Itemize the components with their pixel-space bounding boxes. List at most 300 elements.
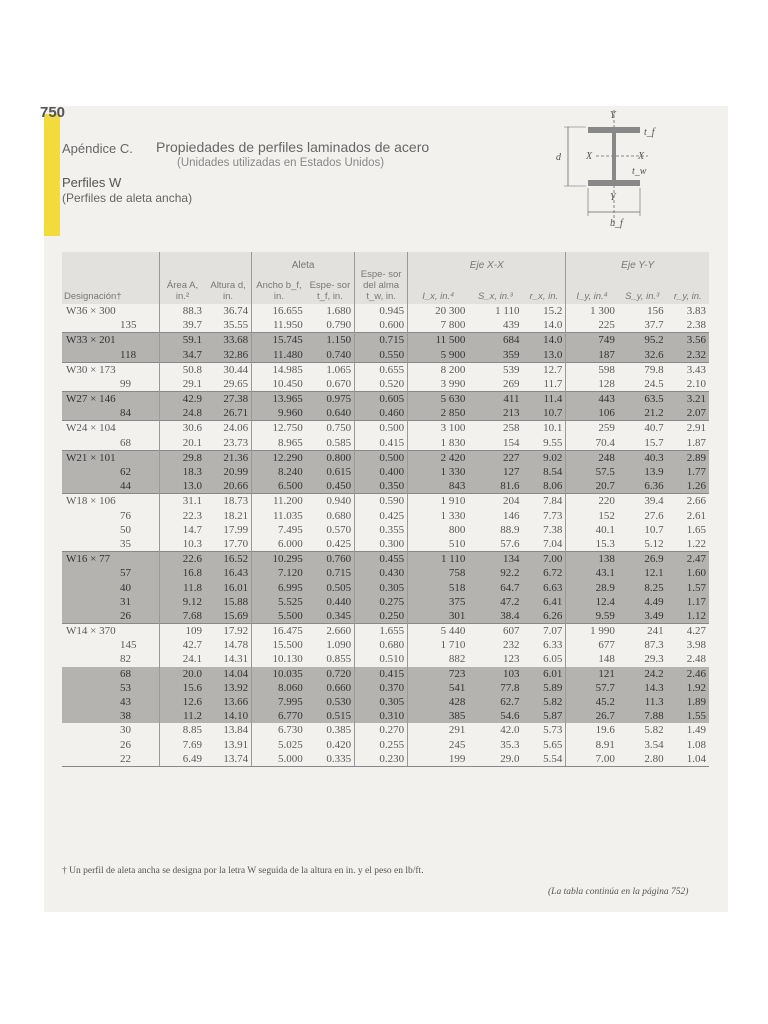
diagram-label-y-top: Y [610, 110, 616, 121]
cell-tw: 0.460 [355, 406, 408, 421]
cell-h: 26.71 [205, 406, 252, 421]
cell-tw: 0.500 [355, 421, 408, 436]
cell-sy: 21.2 [618, 406, 667, 421]
cell-tf: 0.345 [306, 609, 355, 624]
cell-designation: 38 [62, 709, 160, 723]
cell-h: 16.01 [205, 580, 252, 594]
cell-iy: 259 [566, 421, 618, 436]
cell-sy: 27.6 [644, 509, 664, 522]
cell-h: 36.74 [205, 304, 252, 318]
cell-designation: 44 [62, 479, 160, 494]
cell-sy: 10.7 [644, 523, 664, 536]
cell-a: 29.1 [182, 377, 203, 390]
cell-iy: 677 [598, 639, 615, 652]
cell-h: 32.86 [205, 347, 252, 362]
cell-designation: W18 × 106 [62, 494, 160, 509]
cell-h: 17.70 [205, 537, 252, 552]
cell-sy: 95.2 [618, 333, 667, 348]
cell-sx: 227 [468, 450, 522, 465]
cell-ry: 3.98 [686, 639, 706, 652]
cell-bf: 10.295 [252, 552, 306, 567]
cell-designation: 99 [62, 377, 160, 392]
cell-rx: 13.0 [523, 347, 566, 362]
continuation-note: (La tabla continúa en la página 752) [548, 887, 689, 897]
cell-h: 33.68 [205, 333, 252, 348]
cell-tf: 0.740 [306, 347, 355, 362]
cell-tf: 0.420 [306, 737, 355, 751]
cell-ry: 4.27 [667, 623, 709, 638]
cell-tw: 0.255 [355, 737, 408, 751]
cell-ry: 1.92 [667, 681, 709, 695]
section-title: Perfiles W [62, 175, 122, 190]
cell-h: 18.73 [205, 494, 252, 509]
cell-a: 88.3 [182, 304, 203, 317]
page-number: 750 [40, 104, 66, 121]
cell-designation: 30 [62, 723, 160, 737]
cell-tf: 0.715 [306, 566, 355, 580]
diagram-label-x-left: X [586, 151, 593, 162]
cell-a: 8.85 [182, 724, 203, 737]
cell-sy: 7.88 [618, 709, 667, 723]
cell-ry: 2.61 [686, 509, 706, 522]
cell-rx: 9.02 [523, 450, 566, 465]
cell-ry: 2.10 [686, 377, 706, 390]
cell-ix: 758 [408, 566, 469, 580]
cell-sx: 232 [503, 639, 520, 652]
cell-sx: 54.6 [468, 709, 522, 723]
cell-sy: 24.2 [618, 667, 667, 681]
cell-rx: 7.73 [523, 508, 566, 522]
cell-iy: 40.1 [595, 523, 615, 536]
appendix-label: Apéndice C. [62, 141, 133, 156]
cell-tw: 0.275 [355, 595, 408, 609]
col-sx: S_x, in.³ [468, 280, 522, 304]
cell-tw: 0.430 [355, 566, 408, 580]
cell-iy: 248 [566, 450, 618, 465]
table-row [62, 667, 709, 681]
cell-bf: 10.450 [272, 377, 303, 390]
cell-tf: 0.585 [306, 436, 355, 451]
cell-tf: 0.680 [306, 508, 355, 522]
cell-ry: 1.04 [667, 752, 709, 767]
diagram-label-tf: t_f [644, 127, 655, 138]
table-row [62, 479, 709, 494]
cell-tw: 0.355 [355, 523, 408, 537]
cell-tw: 0.425 [355, 508, 408, 522]
cell-h: 35.55 [205, 318, 252, 333]
cell-ix: 5 630 [408, 391, 469, 406]
table-row [62, 580, 709, 594]
cell-tw: 0.550 [355, 347, 408, 362]
cell-designation: 57 [62, 566, 160, 580]
cell-ix: 7 800 [440, 319, 466, 332]
section-subtitle: (Perfiles de aleta ancha) [62, 191, 193, 205]
table-row [62, 723, 709, 737]
cell-bf: 5.025 [278, 738, 303, 751]
cell-a: 39.7 [182, 319, 203, 332]
cell-sx: 77.8 [468, 681, 522, 695]
cell-tw: 0.600 [355, 318, 408, 333]
cell-ix: 2 420 [408, 450, 469, 465]
cell-ix: 1 710 [440, 639, 466, 652]
cell-h: 17.99 [205, 523, 252, 537]
cell-h: 14.78 [205, 638, 252, 652]
cell-a: 11.2 [160, 709, 206, 723]
cell-a: 15.6 [160, 681, 206, 695]
cell-ry: 1.89 [667, 695, 709, 709]
cell-h: 15.88 [205, 595, 252, 609]
cell-ix: 541 [408, 681, 469, 695]
col-designation: Designación† [62, 252, 160, 304]
table-row [62, 566, 709, 580]
cell-iy: 152 [598, 509, 615, 522]
table-row [62, 362, 709, 377]
cell-a: 9.12 [160, 595, 206, 609]
top-flange [588, 127, 640, 133]
cell-h: 14.10 [205, 709, 252, 723]
cell-sy: 15.7 [644, 436, 664, 449]
cell-sx: 258 [468, 421, 522, 436]
cell-h: 16.43 [205, 566, 252, 580]
cell-tf: 0.660 [306, 681, 355, 695]
cell-designation: W14 × 370 [62, 623, 160, 638]
cell-sy: 87.3 [644, 639, 664, 652]
cell-ix: 385 [408, 709, 469, 723]
cell-ix: 8 200 [408, 362, 469, 377]
cell-tf: 0.640 [306, 406, 355, 421]
web [612, 133, 616, 180]
cell-sy: 13.9 [618, 465, 667, 479]
cell-sx: 38.4 [468, 609, 522, 624]
cell-sx: 1 110 [495, 304, 520, 317]
cell-a: 20.0 [160, 667, 206, 681]
cell-tf: 0.855 [306, 652, 355, 666]
cell-sx: 103 [468, 667, 522, 681]
cell-iy: 138 [566, 552, 618, 567]
cell-h: 29.65 [205, 377, 252, 392]
table-row [62, 304, 709, 318]
cell-rx: 5.54 [523, 752, 566, 767]
cell-ry: 1.22 [686, 537, 706, 550]
w-shape-diagram [552, 108, 682, 234]
table-body [62, 304, 709, 767]
cell-iy: 121 [566, 667, 618, 681]
cell-rx: 5.87 [523, 709, 566, 723]
cell-bf: 8.060 [252, 681, 306, 695]
cell-rx: 6.41 [523, 595, 566, 609]
cell-iy: 128 [598, 377, 615, 390]
cell-sx: 47.2 [468, 595, 522, 609]
cell-tw: 0.270 [355, 723, 408, 737]
cell-sx: 154 [503, 436, 520, 449]
cell-designation: 68 [62, 667, 160, 681]
cell-ry: 2.47 [667, 552, 709, 567]
cell-tf: 0.670 [306, 377, 355, 392]
cell-rx: 9.55 [523, 436, 566, 451]
cell-sy: 26.9 [618, 552, 667, 567]
cell-sy: 39.4 [618, 494, 667, 509]
cell-ry: 2.38 [686, 319, 706, 332]
diagram-label-x-right: X [638, 151, 645, 162]
table-row [62, 638, 709, 652]
cell-sy: 79.8 [618, 362, 667, 377]
cell-bf: 6.770 [252, 709, 306, 723]
cell-rx: 14.0 [523, 318, 566, 333]
cell-ry: 2.66 [667, 494, 709, 509]
table-row [62, 494, 709, 509]
cell-rx: 6.33 [523, 638, 566, 652]
cell-ry: 1.65 [686, 523, 706, 536]
cell-designation: W21 × 101 [62, 450, 160, 465]
cell-tf: 1.680 [306, 304, 355, 318]
cell-h: 30.44 [205, 362, 252, 377]
cell-designation: 53 [62, 681, 160, 695]
cell-iy: 187 [566, 347, 618, 362]
cell-ry: 1.17 [667, 595, 709, 609]
cell-ix: 5 440 [408, 623, 469, 638]
cell-ry: 1.60 [667, 566, 709, 580]
cell-designation: 40 [62, 580, 160, 594]
cell-bf: 10.130 [272, 653, 303, 666]
diagram-label-d: d [556, 152, 561, 163]
cell-designation: W24 × 104 [62, 421, 160, 436]
col-web-thickness: Espe- sor del alma t_w, in. [355, 252, 408, 304]
cell-sx: 57.6 [500, 537, 520, 550]
table-row [62, 333, 709, 348]
cell-tw: 0.250 [355, 609, 408, 624]
cell-iy: 28.9 [566, 580, 618, 594]
cell-tf: 0.750 [306, 421, 355, 436]
cell-tw: 0.715 [355, 333, 408, 348]
cell-tw: 1.655 [355, 623, 408, 638]
cell-tw: 0.510 [355, 652, 408, 666]
cell-ry: 1.26 [667, 479, 709, 494]
cell-h: 13.92 [205, 681, 252, 695]
cell-h: 23.73 [205, 436, 252, 451]
diagram-label-bf: b_f [610, 218, 623, 229]
cell-a: 31.1 [160, 494, 206, 509]
cell-tw: 0.350 [355, 479, 408, 494]
cell-ix: 882 [448, 653, 466, 666]
cell-a: 6.49 [160, 752, 206, 767]
col-flange-width: Ancho b_f, in. [252, 280, 306, 304]
cell-sy: 5.12 [644, 537, 664, 550]
cell-designation: 35 [62, 537, 160, 552]
cell-tf: 2.660 [306, 623, 355, 638]
cell-sy: 4.49 [618, 595, 667, 609]
cell-rx: 6.72 [523, 566, 566, 580]
cell-h: 20.66 [205, 479, 252, 494]
table-row [62, 450, 709, 465]
bottom-flange [588, 180, 640, 186]
cell-sy: 12.1 [618, 566, 667, 580]
cell-h: 17.92 [205, 623, 252, 638]
cell-iy: 26.7 [566, 709, 618, 723]
cell-bf: 5.500 [252, 609, 306, 624]
cell-designation: 26 [62, 609, 160, 624]
cell-sy: 11.3 [618, 695, 667, 709]
cell-rx: 8.06 [523, 479, 566, 494]
table-row [62, 737, 709, 751]
cell-iy: 15.3 [595, 537, 615, 550]
cell-a: 22.6 [160, 552, 206, 567]
cell-iy: 70.4 [595, 436, 615, 449]
cell-sy: 3.49 [618, 609, 667, 624]
cell-designation: 22 [62, 752, 160, 767]
cell-bf: 10.035 [252, 667, 306, 681]
cell-a: 34.7 [160, 347, 206, 362]
cell-ry: 1.55 [667, 709, 709, 723]
table-row [62, 377, 709, 392]
cell-sx: 127 [468, 465, 522, 479]
cell-tw: 0.680 [355, 638, 408, 652]
col-area: Área A, in.² [160, 252, 206, 304]
cell-tw: 0.415 [355, 436, 408, 451]
cell-sy: 40.3 [618, 450, 667, 465]
table-row [62, 552, 709, 567]
cell-ry: 2.46 [667, 667, 709, 681]
cell-ry: 1.12 [667, 609, 709, 624]
cell-sx: 439 [503, 319, 520, 332]
cell-iy: 19.6 [595, 724, 615, 737]
cell-ix: 800 [448, 523, 466, 536]
cell-a: 18.3 [160, 465, 206, 479]
cell-ix: 199 [408, 752, 469, 767]
cell-bf: 5.525 [252, 595, 306, 609]
cell-sx: 123 [503, 653, 520, 666]
cell-ry: 3.83 [686, 304, 706, 317]
cell-tw: 0.945 [355, 304, 408, 318]
cell-iy: 1 990 [566, 623, 618, 638]
cell-rx: 5.82 [523, 695, 566, 709]
col-sy: S_y, in.³ [618, 280, 667, 304]
cell-ix: 2 850 [408, 406, 469, 421]
cell-rx: 10.1 [523, 421, 566, 436]
cell-sx: 134 [468, 552, 522, 567]
table-row [62, 523, 709, 537]
cell-sx: 64.7 [468, 580, 522, 594]
cell-iy: 43.1 [566, 566, 618, 580]
col-ix: I_x, in.⁴ [408, 280, 469, 304]
page-title: Propiedades de perfiles laminados de acero [156, 139, 430, 155]
table-row [62, 609, 709, 624]
cell-tf: 0.440 [306, 595, 355, 609]
cell-rx: 7.04 [523, 537, 566, 552]
cell-tf: 0.570 [306, 523, 355, 537]
cell-sx: 684 [468, 333, 522, 348]
table-row [62, 391, 709, 406]
cell-ix: 1 830 [440, 436, 466, 449]
cell-sy: 63.5 [618, 391, 667, 406]
cell-sy: 32.6 [618, 347, 667, 362]
col-group-axis-yy: Eje Y-Y [566, 252, 709, 280]
cell-tf: 0.940 [306, 494, 355, 509]
cell-designation: 26 [62, 737, 160, 751]
cell-ix: 843 [408, 479, 469, 494]
cell-a: 20.1 [182, 436, 203, 449]
cell-rx: 5.73 [523, 723, 566, 737]
cell-ry: 2.07 [667, 406, 709, 421]
cell-tw: 0.590 [355, 494, 408, 509]
cell-ry: 1.49 [686, 724, 706, 737]
table-row [62, 318, 709, 333]
cell-a: 30.6 [160, 421, 206, 436]
table-row [62, 681, 709, 695]
cell-sx: 359 [468, 347, 522, 362]
cell-bf: 8.240 [252, 465, 306, 479]
cell-ix: 1 330 [408, 465, 469, 479]
cell-rx: 7.38 [523, 523, 566, 537]
cell-iy: 45.2 [566, 695, 618, 709]
cell-sy: 24.5 [644, 377, 664, 390]
cell-rx: 7.00 [523, 552, 566, 567]
cell-tf: 0.385 [306, 723, 355, 737]
cell-ix: 510 [448, 537, 466, 550]
cell-bf: 11.200 [252, 494, 306, 509]
cell-h: 14.04 [205, 667, 252, 681]
cell-rx: 6.26 [523, 609, 566, 624]
cell-designation: 118 [62, 347, 160, 362]
cell-tf: 0.505 [306, 580, 355, 594]
cell-iy: 57.7 [566, 681, 618, 695]
cell-tf: 0.450 [306, 479, 355, 494]
cell-ry: 1.87 [686, 436, 706, 449]
cell-designation: 62 [62, 465, 160, 479]
cell-bf: 14.985 [252, 362, 306, 377]
cell-rx: 15.2 [523, 304, 566, 318]
cell-bf: 6.730 [278, 724, 303, 737]
cell-a: 109 [160, 623, 206, 638]
cell-ry: 3.43 [667, 362, 709, 377]
cell-h: 14.31 [205, 652, 252, 666]
table-row [62, 421, 709, 436]
cell-a: 24.8 [160, 406, 206, 421]
cell-tw: 0.415 [355, 667, 408, 681]
cell-a: 7.69 [182, 738, 203, 751]
cell-ix: 428 [408, 695, 469, 709]
cell-sx: 62.7 [468, 695, 522, 709]
cell-sx: 607 [468, 623, 522, 638]
cell-bf: 6.995 [252, 580, 306, 594]
cell-sx: 146 [503, 509, 520, 522]
cell-rx: 7.07 [523, 623, 566, 638]
cell-ry: 2.89 [667, 450, 709, 465]
cell-tf: 0.790 [306, 318, 355, 333]
cell-ix: 3 100 [408, 421, 469, 436]
cell-ry: 1.57 [667, 580, 709, 594]
cell-bf: 5.000 [252, 752, 306, 767]
cell-tf: 0.720 [306, 667, 355, 681]
cell-bf: 6.500 [252, 479, 306, 494]
cell-a: 59.1 [160, 333, 206, 348]
cell-tw: 0.370 [355, 681, 408, 695]
cell-a: 24.1 [182, 653, 203, 666]
cell-iy: 12.4 [566, 595, 618, 609]
cell-a: 10.3 [182, 537, 203, 550]
cell-sx: 411 [468, 391, 522, 406]
col-ry: r_y, in. [667, 280, 709, 304]
cell-sy: 5.82 [644, 724, 664, 737]
cell-iy: 443 [566, 391, 618, 406]
cell-bf: 6.000 [278, 537, 303, 550]
table-row [62, 695, 709, 709]
cell-rx: 12.7 [523, 362, 566, 377]
table-row [62, 436, 709, 451]
cell-ix: 1 110 [408, 552, 469, 567]
cell-bf: 11.035 [272, 509, 303, 522]
cell-sy: 2.80 [618, 752, 667, 767]
diagram-label-tw: t_w [632, 166, 647, 177]
